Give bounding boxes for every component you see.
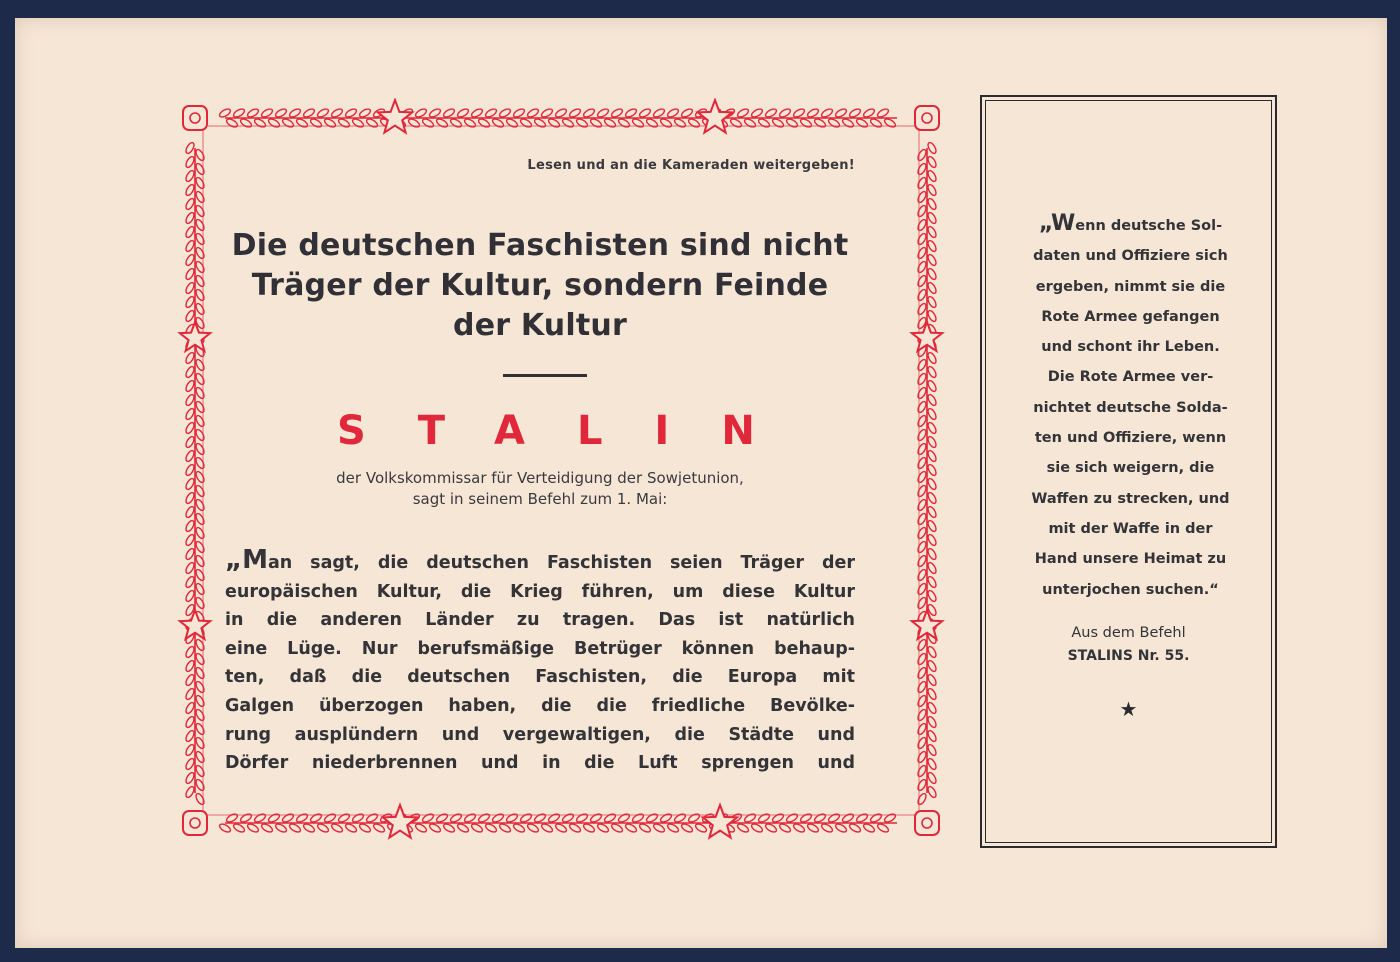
stalin-heading: STALIN <box>337 408 807 454</box>
subtitle <box>225 468 855 510</box>
source-line: Aus dem Befehl <box>1071 625 1186 641</box>
leaflet-sheet <box>15 18 1387 948</box>
header-note: Lesen und an die Kameraden weitergeben! <box>527 158 855 173</box>
side-initial: „W <box>1038 211 1076 236</box>
side-line: Hand unsere Heimat zu <box>1034 551 1227 568</box>
side-line: Die Rote Armee ver- <box>1047 369 1214 386</box>
subtitle-line: der Volkskommissar für Verteidigung der Sowjetunion, <box>336 469 744 487</box>
quote-line: in die anderen Länder zu tragen. Das ist natürlich <box>225 610 855 631</box>
side-line: sie sich weigern, die <box>1046 460 1215 477</box>
source-line: STALINS Nr. 55. <box>1067 648 1190 664</box>
page-title <box>225 226 855 346</box>
side-line: unterjochen suchen.“ <box>1042 581 1219 598</box>
side-line-text: enn deutsche Sol- <box>1075 218 1223 234</box>
side-line: Waffen zu strecken, und <box>1031 490 1230 507</box>
side-box <box>980 95 1277 848</box>
side-line: und schont ihr Leben. <box>1041 339 1220 356</box>
side-line: mit der Waffe in der <box>1048 520 1213 537</box>
title-line: der Kultur <box>453 308 627 343</box>
quote-line-text: an sagt, die deutschen Faschisten seien Träger der <box>267 553 855 573</box>
quote-line: Galgen überzogen haben, die die friedliche Bevölke- <box>225 695 855 716</box>
side-line: nichtet deutsche Solda- <box>1033 399 1228 416</box>
side-quote <box>1012 209 1249 605</box>
main-quote <box>225 546 855 778</box>
title-divider <box>503 374 587 377</box>
title-line: Träger der Kultur, sondern Feinde <box>251 268 829 303</box>
main-panel <box>225 158 855 778</box>
quote-line: ten, daß die deutschen Faschisten, die Europa mit <box>225 667 855 688</box>
source-attribution <box>982 622 1275 668</box>
quote-line: europäischen Kultur, die Krieg führen, um diese Kultur <box>225 581 855 602</box>
quote-initial: „M <box>225 545 268 575</box>
side-line: ten und Offiziere, wenn <box>1034 430 1227 447</box>
side-line <box>1012 209 1249 241</box>
quote-line: rung ausplündern und vergewaltigen, die Städte und <box>225 724 855 745</box>
side-line: ergeben, nimmt sie die <box>1035 278 1226 295</box>
quote-line: Dörfer niederbrennen und in die Luft sprengen und <box>225 753 855 774</box>
side-line: daten und Offiziere sich <box>1033 248 1228 265</box>
quote-line <box>225 546 855 578</box>
side-line: Rote Armee gefangen <box>1041 308 1220 325</box>
quote-line: eine Lüge. Nur berufsmäßige Betrüger können behaup- <box>225 638 855 659</box>
star-icon: ★ <box>1119 697 1138 721</box>
subtitle-line: sagt in seinem Befehl zum 1. Mai: <box>412 490 668 508</box>
title-line: Die deutschen Faschisten sind nicht <box>231 228 849 263</box>
